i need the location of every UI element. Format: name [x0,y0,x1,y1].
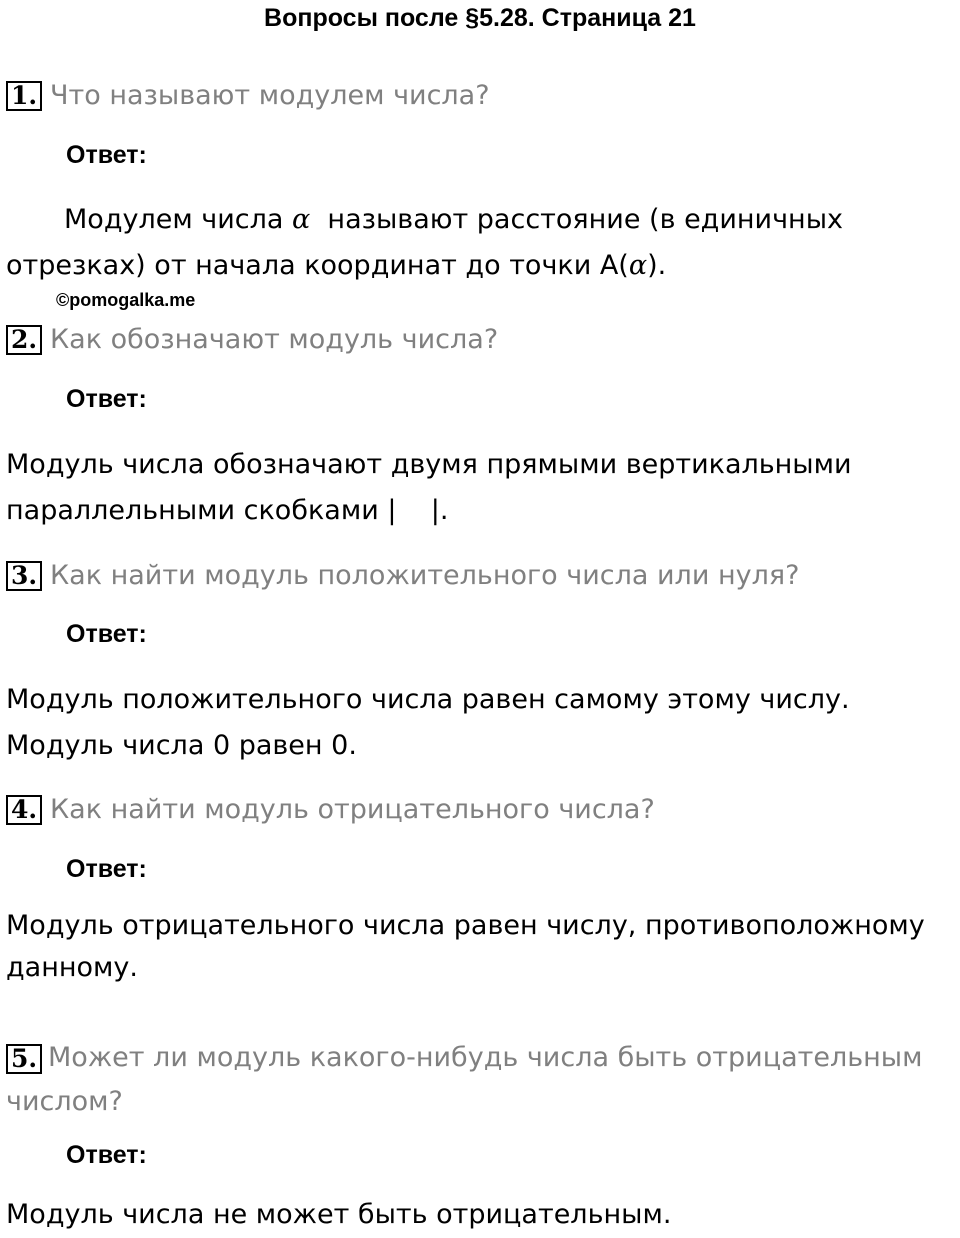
answer-label: Ответ: [66,620,147,648]
answer-part: называют расстояние (в единичных отрезках) от начала координат до точки А( [6,204,852,281]
question-number: 5. [6,1044,42,1074]
answer-label: Ответ: [66,385,147,413]
answer-part: Модулем числа [64,204,293,235]
question-1 [6,79,490,113]
answer-label: Ответ: [66,855,147,883]
answer-text: Модуль числа не может быть отрицательным. [6,1199,672,1230]
question-number: 3. [6,561,42,591]
math-variable: α [628,250,648,281]
question-text: Как найти модуль отрицательного числа? [50,794,655,825]
question-5 [6,1036,956,1124]
answer-label: Ответ: [66,1141,147,1169]
question-number: 2. [6,325,42,355]
question-text: Как обозначают модуль числа? [50,324,499,355]
watermark: ©pomogalka.me [56,290,196,310]
question-number: 1. [6,81,42,111]
page-title: Вопросы после §5.28. Страница 21 [264,4,696,32]
question-4 [6,793,655,827]
answer-text: Модуль числа обозначают двумя прямыми вертикальными параллельными скобками | |. [6,449,861,526]
answer-part: ). [647,250,667,281]
question-2 [6,323,498,357]
math-variable: α [292,204,311,235]
question-text: Что называют модулем числа? [50,80,490,111]
answer-text: Модуль положительного числа равен самому этому числу. Модуль числа 0 равен 0. [6,684,850,761]
question-text: Как найти модуль положительного числа или нуля? [50,560,800,591]
question-text: Может ли модуль какого-нибудь числа быть отрицательным числом? [6,1042,923,1117]
answer-text [6,197,956,289]
answer-label: Ответ: [66,141,147,169]
question-3 [6,559,799,593]
question-number: 4. [6,795,42,825]
answer-text: Модуль отрицательного числа равен числу, противоположному данному. [6,910,925,983]
